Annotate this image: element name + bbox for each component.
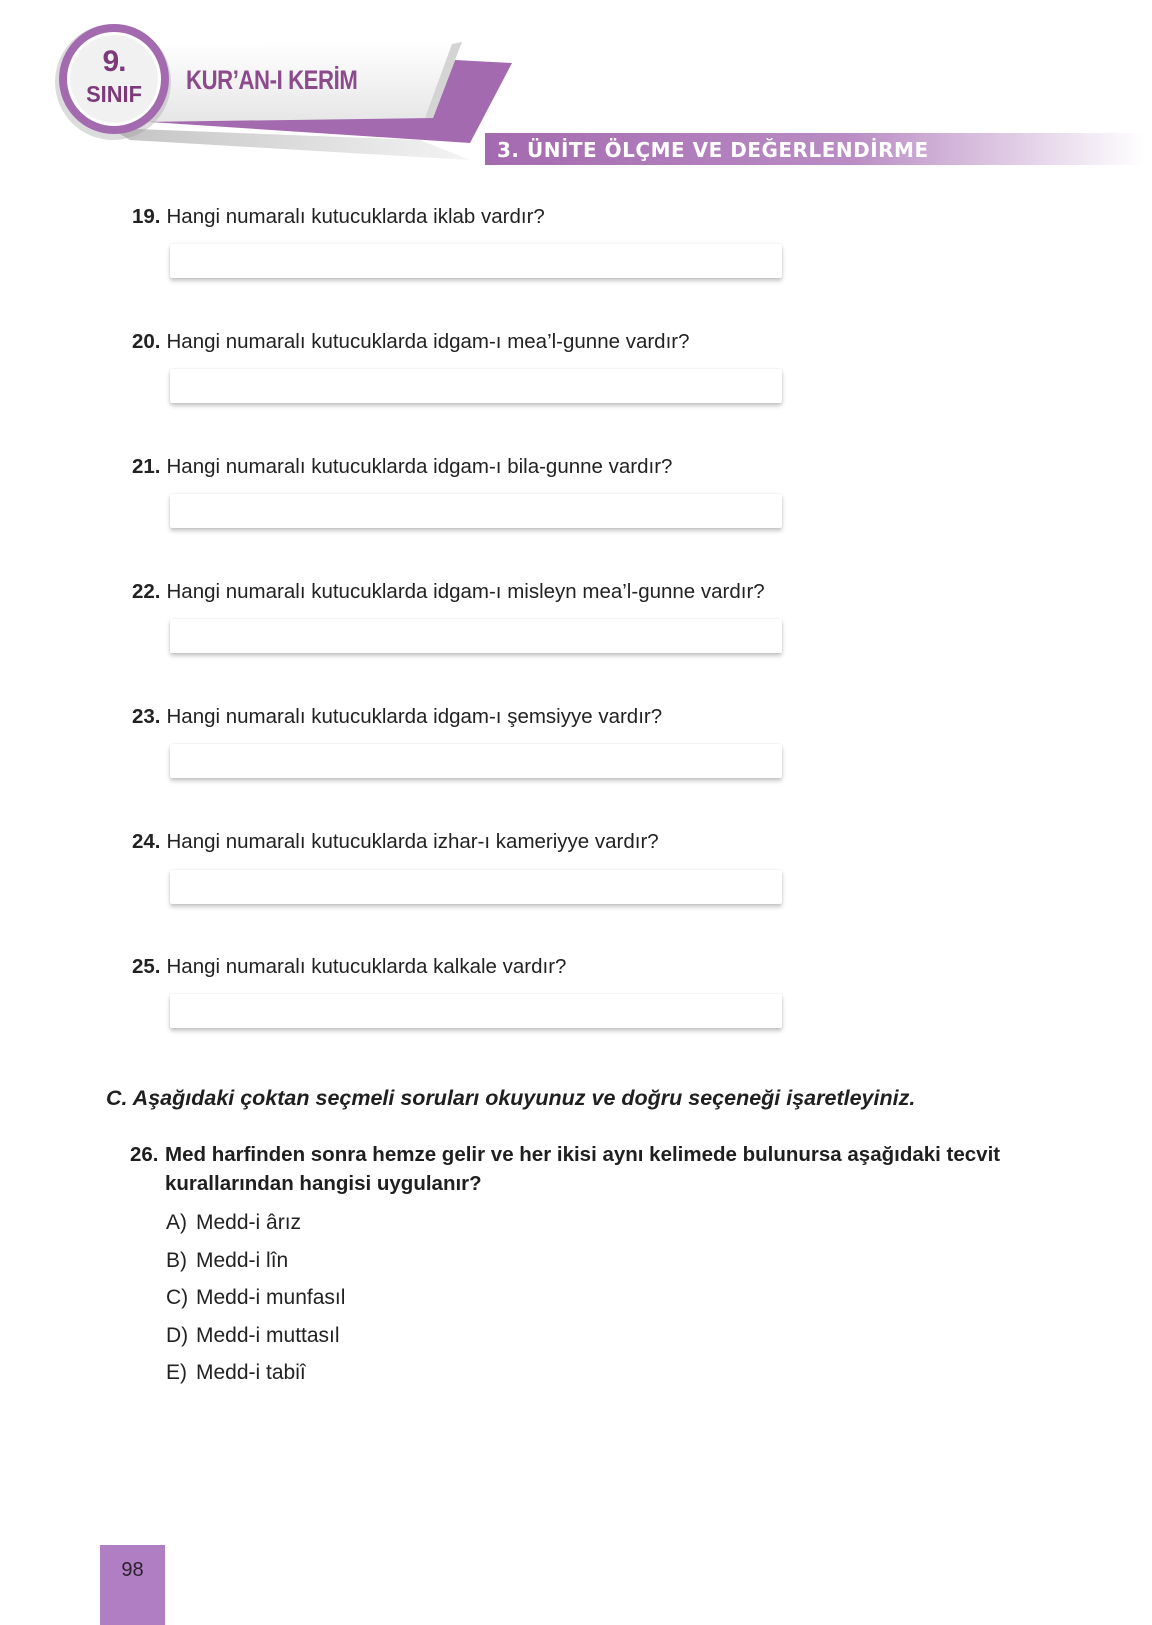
question-number: 26. xyxy=(130,1143,159,1166)
option-letter: E) xyxy=(166,1361,187,1384)
question-22 xyxy=(132,580,765,604)
page-number: 98 xyxy=(121,1559,144,1581)
grade-badge xyxy=(62,36,166,140)
option-a[interactable] xyxy=(166,1208,345,1246)
question-text: Med harfinden sonra hemze gelir ve her ikisi aynı kelimede bulunursa aşağıdaki tecvit kurallarından hangisi uygulanır? xyxy=(165,1143,1001,1195)
option-d[interactable] xyxy=(166,1321,345,1359)
option-text: Medd-i muttasıl xyxy=(196,1323,340,1347)
option-c[interactable] xyxy=(166,1283,345,1321)
option-letter: A) xyxy=(166,1211,187,1234)
answer-box-21[interactable] xyxy=(170,494,782,528)
course-title: KUR’AN-I KERİM xyxy=(186,65,358,95)
question-text: Hangi numaralı kutucuklarda izhar-ı kameriyye vardır? xyxy=(166,830,659,853)
question-26 xyxy=(130,1140,1010,1198)
answer-box-24[interactable] xyxy=(170,870,782,904)
question-19 xyxy=(132,205,545,229)
question-text: Hangi numaralı kutucuklarda idgam-ı mea’l-gunne vardır? xyxy=(166,330,690,353)
answer-box-19[interactable] xyxy=(170,244,782,278)
question-21 xyxy=(132,455,672,479)
section-c-heading: C. Aşağıdaki çoktan seçmeli soruları okuyunuz ve doğru seçeneği işaretleyiniz. xyxy=(106,1086,916,1110)
answer-options xyxy=(166,1208,345,1396)
question-number: 23. xyxy=(132,705,161,728)
question-number: 19. xyxy=(132,205,161,228)
unit-title: 3. ÜNİTE ÖLÇME VE DEĞERLENDİRME xyxy=(497,138,929,162)
answer-box-20[interactable] xyxy=(170,369,782,403)
question-23 xyxy=(132,705,662,729)
question-25 xyxy=(132,955,566,979)
answer-box-25[interactable] xyxy=(170,994,782,1028)
option-e[interactable] xyxy=(166,1358,345,1396)
option-text: Medd-i tabiî xyxy=(196,1361,306,1384)
question-number: 24. xyxy=(132,830,161,853)
option-text: Medd-i lîn xyxy=(196,1248,289,1272)
question-number: 25. xyxy=(132,955,161,978)
option-letter: B) xyxy=(166,1248,187,1272)
page-header xyxy=(0,0,1152,175)
option-text: Medd-i ârız xyxy=(196,1211,302,1234)
question-number: 22. xyxy=(132,580,161,603)
question-text: Hangi numaralı kutucuklarda kalkale vardır? xyxy=(166,955,567,978)
question-20 xyxy=(132,330,690,354)
option-b[interactable] xyxy=(166,1246,345,1284)
question-24 xyxy=(132,830,659,854)
answer-box-22[interactable] xyxy=(170,619,782,653)
question-text: Hangi numaralı kutucuklarda iklab vardır? xyxy=(166,205,545,228)
question-number: 21. xyxy=(132,455,161,478)
page-number-tab xyxy=(100,1545,165,1625)
grade-label: SINIF xyxy=(86,81,142,107)
question-text: Hangi numaralı kutucuklarda idgam-ı şemsiyye vardır? xyxy=(166,705,663,728)
question-text: Hangi numaralı kutucuklarda idgam-ı misleyn mea’l-gunne vardır? xyxy=(166,580,765,603)
option-letter: C) xyxy=(166,1286,189,1309)
option-letter: D) xyxy=(166,1323,189,1347)
answer-box-23[interactable] xyxy=(170,744,782,778)
grade-number: 9. xyxy=(102,45,126,78)
option-text: Medd-i munfasıl xyxy=(196,1286,346,1309)
question-number: 20. xyxy=(132,330,161,353)
question-text: Hangi numaralı kutucuklarda idgam-ı bila-gunne vardır? xyxy=(166,455,673,478)
